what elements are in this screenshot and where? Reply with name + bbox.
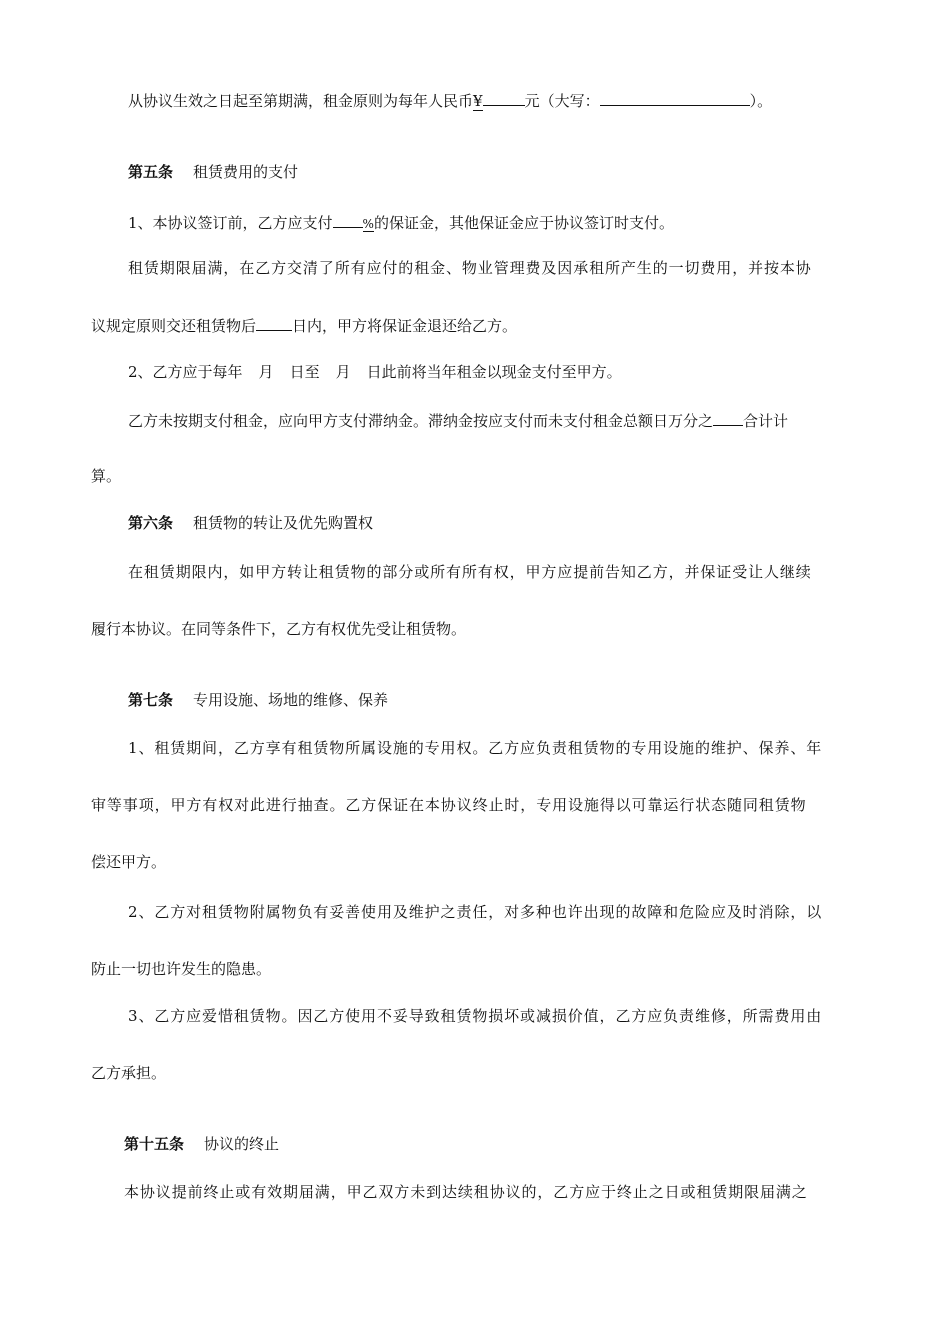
article-7-heading [128, 690, 388, 710]
deposit-percent-sign: % [362, 217, 374, 231]
rent-amount-line [128, 90, 772, 111]
rent-amount-blank [483, 90, 525, 106]
transfer-line-1 [128, 562, 856, 582]
late-fee-text-1b: 合计计 [743, 412, 789, 430]
article-6-title: 租赁物的转让及优先购置权 [193, 514, 374, 532]
rent-payment-date-line [128, 362, 622, 382]
facility-text-1: 1、租赁期间，乙方享有租赁物所属设施的专用权。乙方应负责租赁物的专用设施的维护、保养、年 [128, 739, 823, 757]
damage-text-2: 乙方承担。 [91, 1064, 167, 1082]
deposit-refund-text-2a: 议规定原则交还租赁物后 [91, 317, 257, 335]
article-7-title: 专用设施、场地的维修、保养 [193, 691, 389, 709]
termination-line-1 [124, 1182, 808, 1202]
late-fee-line-2 [91, 466, 121, 486]
damage-line-1 [128, 1006, 822, 1026]
rent-text-a: 从协议生效之日起至第期满，租金原则为每年人民币 [128, 92, 474, 110]
late-fee-rate-blank [713, 410, 743, 426]
article-15-heading [124, 1134, 279, 1154]
payment-text-a: 2、乙方应于每年 [128, 363, 243, 381]
late-fee-line-1-wrap [128, 410, 788, 431]
late-fee-text-2: 算。 [91, 467, 122, 485]
article-5-number: 第五条 [128, 163, 174, 181]
transfer-text-2: 履行本协议。在同等条件下，乙方有权优先受让租赁物。 [91, 620, 467, 638]
facility-text-2: 审等事项，甲方有权对此进行抽查。乙方保证在本协议终止时，专用设施得以可靠运行状态随同租赁物 [91, 796, 807, 814]
maintenance-text-1: 2、乙方对租赁物附属物负有妥善使用及维护之责任，对多种也许出现的故障和危险应及时消除，以 [128, 903, 823, 921]
deposit-percent-blank [333, 212, 363, 228]
refund-days-blank [256, 315, 292, 331]
deposit-text-a: 1、本协议签订前，乙方应支付 [128, 214, 333, 232]
deposit-text-b: 的保证金，其他保证金应于协议签订时支付。 [373, 214, 674, 232]
maintenance-line-2 [91, 959, 271, 979]
transfer-line-2 [91, 619, 466, 639]
deposit-refund-text-1: 租赁期限届满，在乙方交清了所有应付的租金、物业管理费及因承租所产生的一切费用，并按本协 [128, 259, 812, 277]
article-6-number: 第六条 [128, 514, 174, 532]
deposit-refund-line-1 [128, 258, 856, 278]
rent-text-b: 元（大写： [524, 92, 600, 110]
late-fee-text-1a: 乙方未按期支付租金，应向甲方支付滞纳金。滞纳金按应支付而未支付租金总额日万分之 [128, 412, 714, 430]
late-fee-line-1 [128, 410, 856, 431]
article-15-title: 协议的终止 [204, 1135, 280, 1153]
facility-line-3 [91, 852, 166, 872]
currency-symbol: ¥ [473, 92, 483, 110]
rent-uppercase-blank [600, 90, 750, 106]
damage-line-2 [91, 1063, 166, 1083]
deposit-line [128, 212, 674, 234]
rent-text-c: ）。 [749, 92, 773, 110]
payment-text-e: 日此前将当年租金以现金支付至甲方。 [366, 363, 622, 381]
payment-text-d: 月 [335, 363, 351, 381]
payment-text-c: 日至 [289, 363, 320, 381]
facility-text-3: 偿还甲方。 [91, 853, 167, 871]
damage-text-1: 3、乙方应爱惜租赁物。因乙方使用不妥导致租赁物损坏或减损价值，乙方应负责维修，所需费用由 [128, 1007, 823, 1025]
article-7-number: 第七条 [128, 691, 174, 709]
maintenance-text-2: 防止一切也许发生的隐患。 [91, 960, 272, 978]
maintenance-line-1 [128, 902, 822, 922]
facility-line-1 [128, 738, 822, 758]
article-5-title: 租赁费用的支付 [193, 163, 299, 181]
transfer-text-1: 在租赁期限内，如甲方转让租赁物的部分或所有所有权，甲方应提前告知乙方，并保证受让人继续 [128, 563, 812, 581]
termination-text-1: 本协议提前终止或有效期届满，甲乙双方未到达续租协议的，乙方应于终止之日或租赁期限届满之 [124, 1183, 808, 1201]
payment-text-b: 月 [258, 363, 274, 381]
article-15-number: 第十五条 [124, 1135, 185, 1153]
deposit-refund-line-2 [91, 315, 517, 336]
deposit-refund-text-2b: 日内，甲方将保证金退还给乙方。 [292, 317, 518, 335]
facility-line-2 [91, 795, 807, 815]
article-6-heading [128, 513, 373, 533]
article-5-heading [128, 162, 298, 182]
